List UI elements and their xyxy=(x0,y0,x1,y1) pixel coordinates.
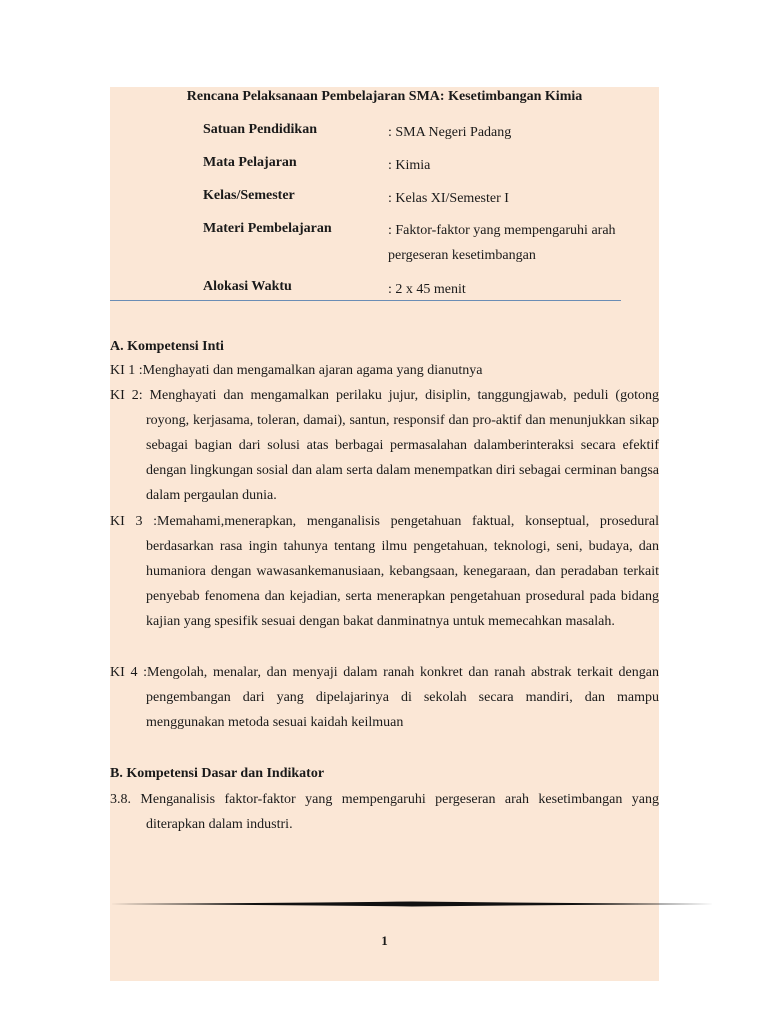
ki-text: Menghayati dan mengamalkan ajaran agama yang dianutnya xyxy=(142,363,483,378)
meta-label: Materi Pembelajaran xyxy=(203,221,332,236)
footer-divider xyxy=(110,900,714,908)
meta-value: : Faktor-faktor yang mempengaruhi arah pergeseran kesetimbangan xyxy=(388,223,616,263)
meta-value: : SMA Negeri Padang xyxy=(388,125,512,140)
kd-text: Menganalisis faktor-faktor yang mempengaruhi pergeseran arah kesetimbangan yang diterapkan dalam industri. xyxy=(140,792,660,832)
meta-value: : Kelas XI/Semester I xyxy=(388,191,509,206)
ki-text: Mengolah, menalar, dan menyaji dalam ranah konkret dan ranah abstrak terkait dengan pengembangan dari yang dipelajarinya di sekolah secara mandiri, dan mampu menggunakan metoda sesuai kaidah keilmuan xyxy=(146,665,659,730)
section-b-title: B. Kompetensi Dasar dan Indikator xyxy=(110,766,325,781)
kd-3-8-item xyxy=(110,787,659,837)
ki-1-paragraph xyxy=(110,358,659,383)
ki-label: KI 1 : xyxy=(110,363,143,378)
ki-3-item xyxy=(110,509,659,634)
page-number: 1 xyxy=(381,933,388,948)
meta-label: Satuan Pendidikan xyxy=(203,122,317,137)
meta-label: Mata Pelajaran xyxy=(203,155,297,170)
ki-4-paragraph xyxy=(110,660,659,735)
ki-text: Memahami,menerapkan, menganalisis pengetahuan faktual, konseptual, prosedural berdasarkan rasa ingin tahunya tentang ilmu pengetahuan, teknologi, seni, budaya, dan humaniora dengan wawasankemanusiaan, kebangsaan, kenegaraan, dan peradaban terkait penyebab fenomena dan kejadian, serta menerapkan pengetahuan prosedural pada bidang kajian yang spesifik sesuai dengan bakat danminatnya untuk memecahkan masalah. xyxy=(146,514,659,629)
ki-label: KI 2: xyxy=(110,388,143,403)
ki-text: Menghayati dan mengamalkan perilaku jujur, disiplin, tanggungjawab, peduli (gotong royong, kerjasama, toleran, damai), santun, responsif dan pro-aktif dan menunjukkan sikap sebagai bagian dari solusi atas berbagai permasalahan dalamberinteraksi secara efektif dengan lingkungan sosial dan alam serta dalam menempatkan diri sebagai cerminan bangsa dalam pergaulan dunia. xyxy=(146,388,659,503)
header-divider xyxy=(110,300,621,301)
kd-3-8-paragraph xyxy=(110,787,659,837)
document-title: Rencana Pelaksanaan Pembelajaran SMA: Kesetimbangan Kimia xyxy=(186,89,583,104)
ki-label: KI 3 : xyxy=(110,514,158,529)
ki-4-item xyxy=(110,660,659,735)
section-a-title: A. Kompetensi Inti xyxy=(110,339,224,354)
ki-1-item xyxy=(110,358,659,383)
meta-label: Alokasi Waktu xyxy=(203,279,292,294)
kd-label: 3.8. xyxy=(110,792,131,807)
ki-3-paragraph xyxy=(110,509,659,634)
ki-label: KI 4 : xyxy=(110,665,148,680)
meta-value: : Kimia xyxy=(388,158,431,173)
ki-2-paragraph xyxy=(110,383,659,508)
ki-2-item xyxy=(110,383,659,508)
meta-value: : 2 x 45 menit xyxy=(388,282,466,297)
meta-label: Kelas/Semester xyxy=(203,188,295,203)
